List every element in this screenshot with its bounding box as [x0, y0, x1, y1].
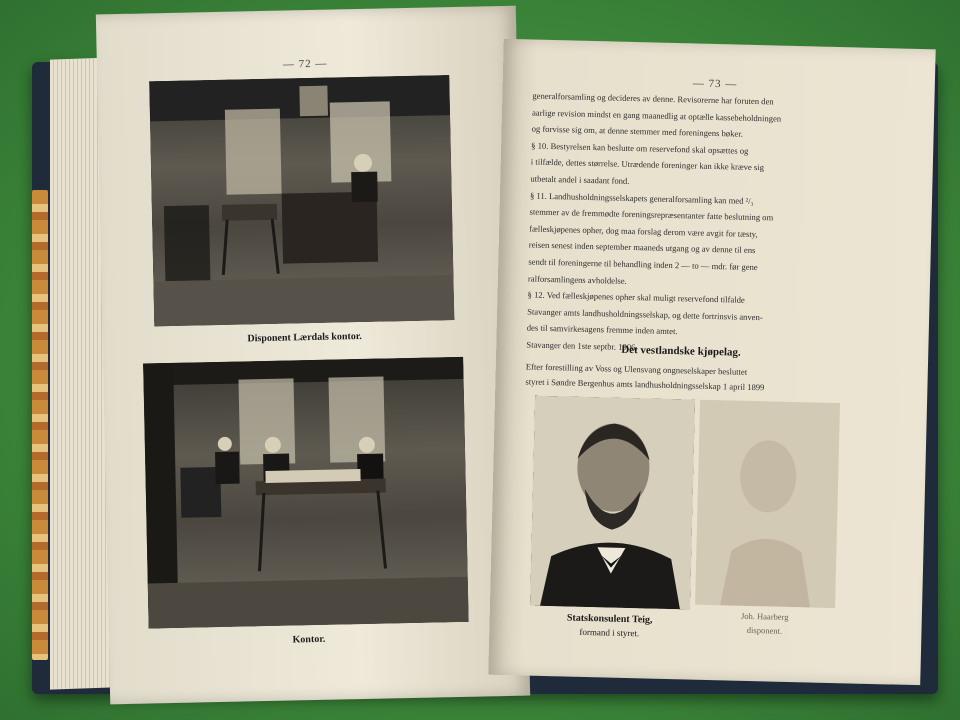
left-page: [96, 6, 530, 705]
right-page-number: — 73 —: [692, 77, 738, 91]
office-scene-top: [149, 75, 454, 326]
portrait-teig-name: Statskonsulent Teig,: [566, 612, 653, 626]
portrait-teig: [530, 396, 695, 610]
left-page-number: — 72 —: [282, 57, 328, 71]
right-page: [488, 39, 935, 685]
portrait-haarberg-role: disponent.: [746, 624, 783, 636]
section-heading: Det vestlandske kjøpelag.: [621, 343, 741, 359]
photo-top-caption: Disponent Lærdals kontor.: [247, 330, 362, 345]
portrait-haarberg: [695, 400, 840, 608]
portrait-teig-figure: [530, 396, 695, 610]
portrait-haarberg-name: Joh. Haarberg: [740, 610, 789, 622]
photo-bottom-caption: Kontor.: [292, 633, 326, 646]
open-book: [28, 50, 938, 700]
office-photo-top: [149, 75, 454, 326]
office-scene-bottom: [143, 357, 468, 629]
statute-text: generalforsamling og decideres av denne. Revisorerne har foruten den aarlige revision mindst en gang maanedlig at optælle kassebeholdningen og forvisse sig om, at denne stemmer med foreningens bøker. § 10. Bestyrelsen kan beslutte om reservefond skal opsættes og i tilfælde, dettes størrelse. Utrædende foreninger kan ikke kræve sig utbetalt andel i saadant fond. § 11. Landhusholdningsselskapets generalforsamling kan med ²/₃ stemmer av de fremmødte foreningsrepræsentanter fatte beslutning om fælleskjøpenes opher, dog maa forslag derom være avgit for tæsty, reisen senest inden september maaneds utgang og av denne til ens sendt til foreningerne til behandling inden 2 — to — mdr. før gene ralforsamlingens avholdelse. § 12. Ved fælleskjøpenes opher skal muligt reservefond tilfalde Stavanger amts landhusholdningsselskap, og dette fortrinsvis anven- des til samvirkesagens fremme inden amtet. Stavanger den 1ste septbr. 1906.: [526, 90, 782, 353]
page-edge-stripes: [32, 190, 48, 660]
portrait-teig-role: formand i styret.: [579, 626, 640, 639]
section-intro: Efter forestilling av Voss og Ulensvang ongneselskaper besluttet styret i Søndre Bergenhus amts landhusholdningsselskap 1 april 1899: [525, 361, 765, 393]
portrait-haarberg-figure: [695, 400, 840, 608]
office-photo-bottom: [143, 357, 468, 629]
